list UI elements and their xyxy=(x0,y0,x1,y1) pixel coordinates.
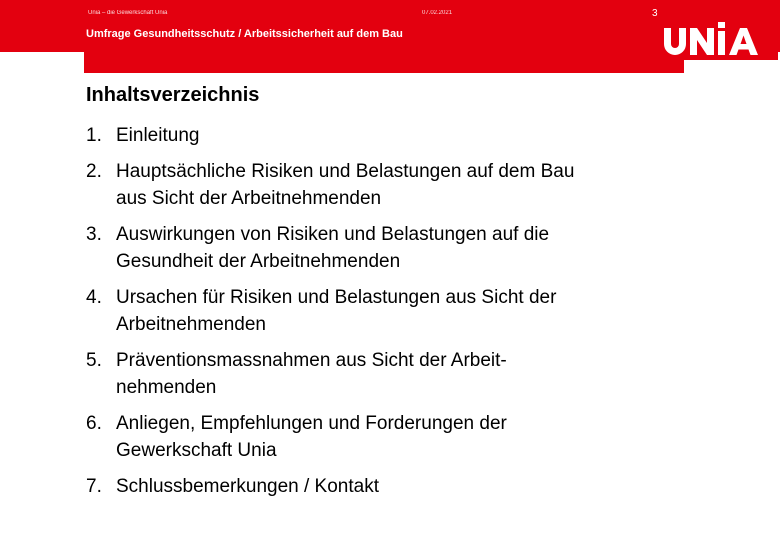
toc-item-text: Einleitung xyxy=(116,125,200,146)
toc-item xyxy=(86,158,766,212)
toc-item xyxy=(86,221,766,275)
unia-logo xyxy=(660,20,778,60)
toc-item xyxy=(86,347,766,401)
toc-item-text: aus Sicht der Arbeitnehmenden xyxy=(116,188,382,209)
toc-item-number: 6. xyxy=(86,413,102,434)
toc-item-text: Schlussbemerkungen / Kontakt xyxy=(116,476,379,497)
page-number: 3 xyxy=(652,8,658,19)
toc-item xyxy=(86,410,766,464)
toc-item-number: 5. xyxy=(86,350,102,371)
toc-item xyxy=(86,284,766,338)
presentation-subtitle: Umfrage Gesundheitsschutz / Arbeitssicherheit auf dem Bau xyxy=(86,28,403,40)
page-title: Inhaltsverzeichnis xyxy=(86,84,260,106)
toc-item-number: 2. xyxy=(86,161,102,182)
table-of-contents xyxy=(86,122,766,509)
toc-item xyxy=(86,122,766,149)
header-meta-date: 07.02.2021 xyxy=(422,10,453,16)
toc-item-number: 1. xyxy=(86,125,102,146)
toc-item-text: Auswirkungen von Risiken und Belastungen auf die xyxy=(116,224,550,245)
header-tab xyxy=(84,52,684,73)
header-meta-organization: Unia – die Gewerkschaft Unia xyxy=(88,10,168,16)
toc-item-text: Arbeitnehmenden xyxy=(116,314,266,335)
toc-item xyxy=(86,473,766,500)
toc-item-number: 3. xyxy=(86,224,102,245)
toc-item-text: Hauptsächliche Risiken und Belastungen auf dem Bau xyxy=(116,161,575,182)
toc-item-text: Anliegen, Empfehlungen und Forderungen der xyxy=(116,413,507,434)
toc-item-text: Ursachen für Risiken und Belastungen aus Sicht der xyxy=(116,287,557,308)
toc-item-text: Gewerkschaft Unia xyxy=(116,440,277,461)
toc-item-number: 7. xyxy=(86,476,102,497)
toc-item-text: Gesundheit der Arbeitnehmenden xyxy=(116,251,401,272)
toc-item-number: 4. xyxy=(86,287,102,308)
toc-item-text: nehmenden xyxy=(116,377,217,398)
toc-item-text: Präventionsmassnahmen aus Sicht der Arbeit- xyxy=(116,350,507,371)
